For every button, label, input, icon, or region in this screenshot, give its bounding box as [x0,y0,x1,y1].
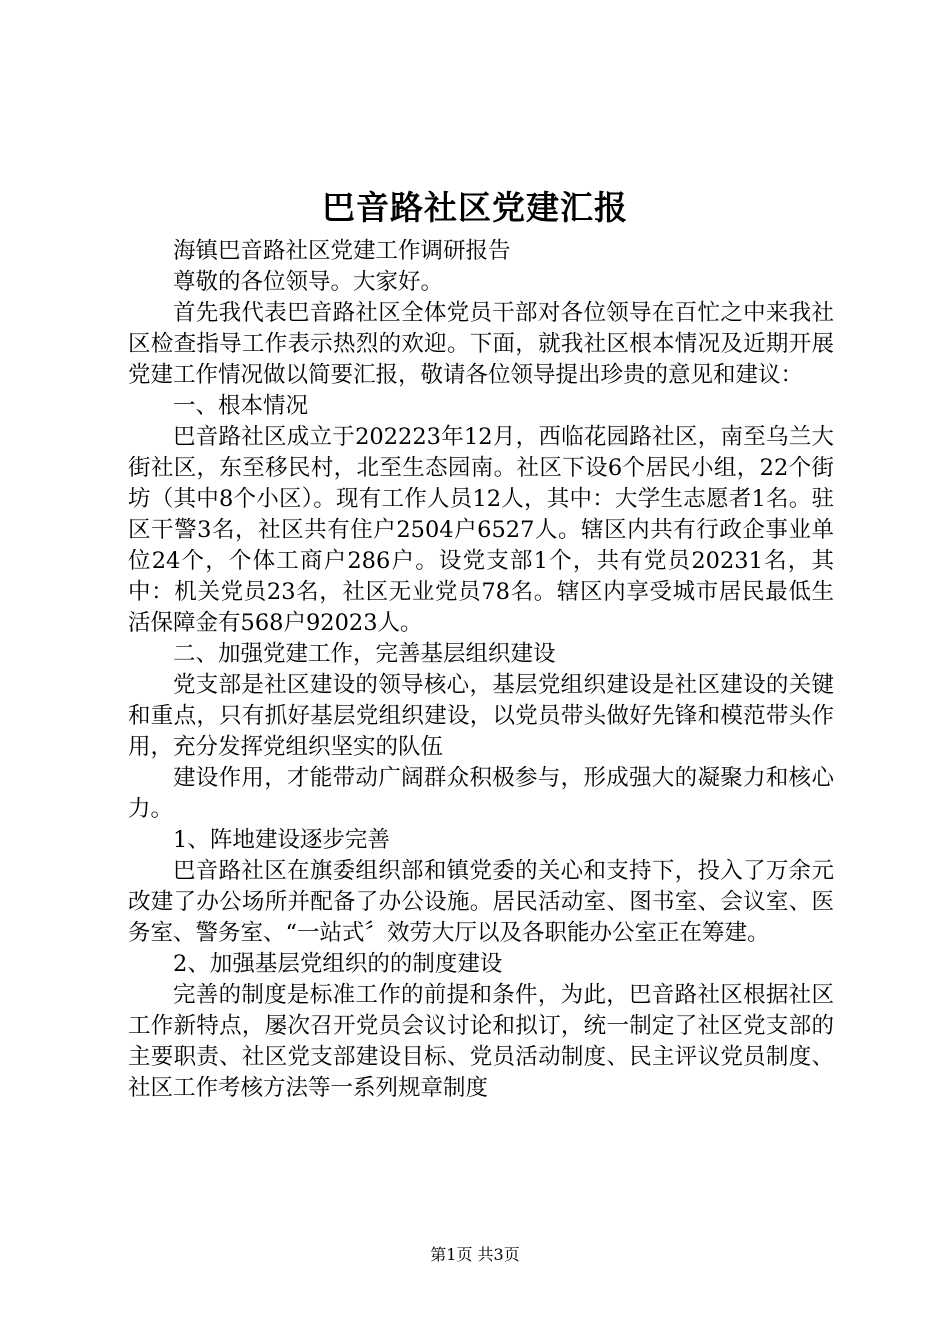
paragraph: 巴音路社区成立于202223年12月，西临花园路社区，南至乌兰大街社区，东至移民村，北至生态园南。社区下设6个居民小组，22个街坊（其中8个小区）。现有工作人员12人，其中：大学生志愿者1名。驻区干警3名，社区共有住户2504户6527人。辖区内共有行政企事业单位24个，个体工商户286户。设党支部1个，共有党员20231名，其中：机关党员23名，社区无业党员78名。辖区内享受城市居民最低生活保障金有568户92023人。 [128,424,834,636]
paragraph: 党支部是社区建设的领导核心，基层党组织建设是社区建设的关键和重点，只有抓好基层党组织建设，以党员带头做好先锋和模范带头作用，充分发挥党组织坚实的队伍 [128,672,834,760]
page-footer: 第1页 共3页 [430,1245,520,1264]
document-body [128,236,834,1104]
document-title: 巴音路社区党建汇报 [322,188,628,227]
subsection-heading: 2、加强基层党组织的的制度建设 [173,951,503,977]
paragraph: 尊敬的各位领导。大家好。 [173,269,444,295]
section-heading: 二、加强党建工作，完善基层组织建设 [173,641,556,667]
paragraph: 建设作用，才能带动广阔群众积极参与，形成强大的凝聚力和核心力。 [128,765,834,822]
paragraph: 海镇巴音路社区党建工作调研报告 [173,238,511,264]
paragraph: 巴音路社区在旗委组织部和镇党委的关心和支持下，投入了万余元改建了办公场所并配备了办公设施。居民活动室、图书室、会议室、医务室、警务室、“一站式〞效劳大厅以及各职能办公室正在筹建。 [128,858,834,946]
paragraph: 首先我代表巴音路社区全体党员干部对各位领导在百忙之中来我社区检查指导工作表示热烈的欢迎。下面，就我社区根本情况及近期开展党建工作情况做以简要汇报，敬请各位领导提出珍贵的意见和建议： [128,300,834,388]
section-heading: 一、根本情况 [173,393,309,419]
subsection-heading: 1、阵地建设逐步完善 [173,827,390,853]
paragraph: 完善的制度是标准工作的前提和条件，为此，巴音路社区根据社区工作新特点，屡次召开党员会议讨论和拟订，统一制定了社区党支部的主要职责、社区党支部建设目标、党员活动制度、民主评议党员制度、社区工作考核方法等一系列规章制度 [128,982,834,1101]
